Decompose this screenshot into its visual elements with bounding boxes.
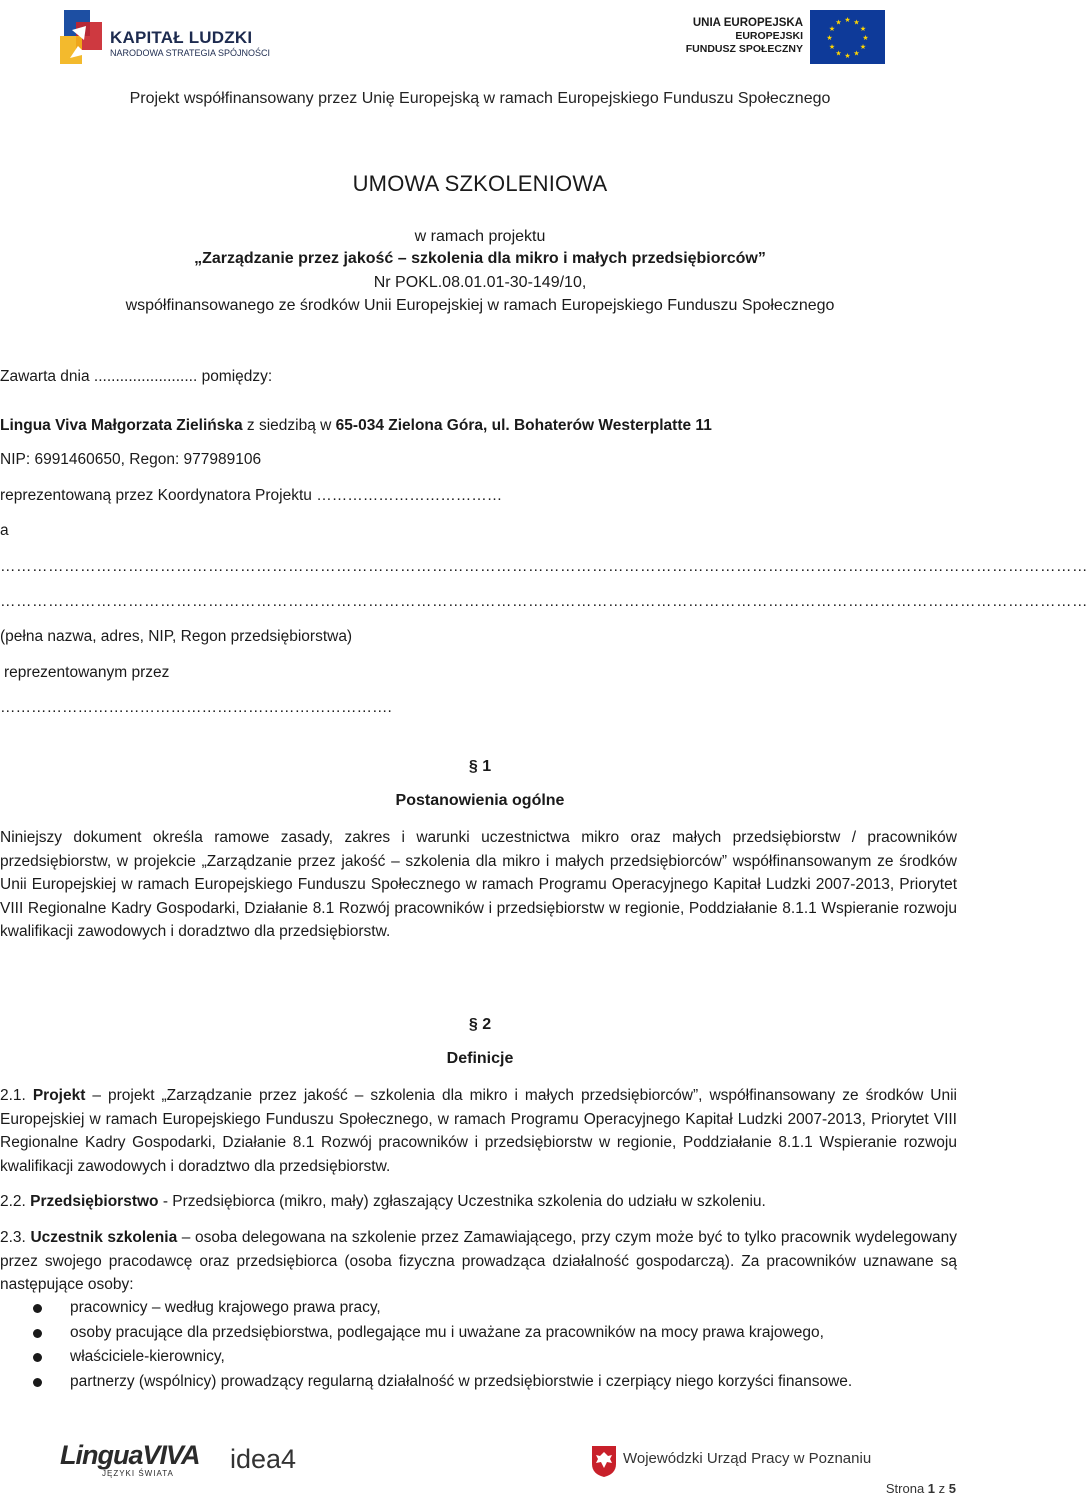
kapital-ludzki-subtitle: NARODOWA STRATEGIA SPÓJNOŚCI xyxy=(110,48,271,58)
concluded-line: Zawarta dnia ........................ pomiędzy: xyxy=(0,368,273,385)
eu-line2: EUROPEJSKI xyxy=(735,30,803,42)
lingua-viva-wordmark xyxy=(60,1440,200,1471)
represented-by: reprezentowanym przez xyxy=(4,664,170,681)
lingua-viva-tagline: JĘZYKI ŚWIATA xyxy=(102,1469,174,1478)
svg-text:★: ★ xyxy=(853,49,860,58)
page-number xyxy=(886,1481,956,1496)
list-item-text: pracownicy – według krajowego prawa pracy, xyxy=(70,1299,381,1316)
definition-2-3-number: 2.3. xyxy=(0,1229,31,1246)
svg-text:★: ★ xyxy=(828,25,836,33)
definition-2-1 xyxy=(0,1084,957,1178)
svg-text:★: ★ xyxy=(853,18,860,27)
list-item xyxy=(0,1321,957,1346)
definition-2-2 xyxy=(0,1190,957,1214)
project-name: „Zarządzanie przez jakość – szkolenia dla mikro i małych przedsiębiorców” xyxy=(194,250,766,267)
definition-2-3-term: Uczestnik szkolenia xyxy=(30,1229,178,1246)
lingua-word: Lingua xyxy=(60,1440,143,1470)
list-item xyxy=(0,1296,957,1321)
and-word: a xyxy=(0,522,9,539)
definition-2-1-text: – projekt „Zarządzanie przez jakość – szkolenia dla mikro i małych przedsiębiorców”, współfinansowany ze środków Unii Europejskiej w ramach Europejskiego Funduszu Społecznego, w ramach Programu Operacyjnego Kapitał Ludzki 2007-2013, Priorytet VIII Regionalne Kadry Gospodarki, Działanie 8.1 Rozwój pracowników i przedsiębiorstw w regionie, Poddziałanie 8.1.1 Wspieranie rozwoju kwalifikacji zawodowych i doradztwo dla przedsiębiorstw. xyxy=(0,1087,957,1175)
svg-text:★: ★ xyxy=(835,18,842,27)
project-cofinance: współfinansowanego ze środków Unii Europejskiej w ramach Europejskiego Funduszu Społecznego xyxy=(125,297,835,314)
kapital-ludzki-logo xyxy=(56,6,271,70)
project-number: Nr POKL.08.01.01-30-149/10, xyxy=(373,274,587,291)
svg-text:★: ★ xyxy=(859,43,867,51)
wup-name: Wojewódzki Urząd Pracy w Poznaniu xyxy=(623,1450,872,1467)
section1-text: Niniejszy dokument określa ramowe zasady, zakres i warunki uczestnictwa mikro oraz małych przedsiębiorstw / pracowników przedsiębiorstw, w projekcie „Zarządzanie przez jakość – szkolenia dla mikro i małych przedsiębiorców” współfinansowanym ze środków Unii Europejskiej w ramach Europejskiego Funduszu Społecznego w ramach Programu Operacyjnego Kapitał Ludzki 2007-2013, Priorytet VIII Regionalne Kadry Gospodarki, Działanie 8.1 Rozwój pracowników i przedsiębiorstw w regionie, Poddziałanie 8.1.1 Wspieranie rozwoju kwalifikacji zawodowych i doradztwo dla przedsiębiorstw. xyxy=(0,829,957,940)
svg-text:★: ★ xyxy=(859,25,867,33)
kapital-ludzki-title: KAPITAŁ LUDZKI xyxy=(110,28,253,47)
page-total: 5 xyxy=(948,1481,956,1496)
page-current: 1 xyxy=(927,1481,936,1496)
definition-2-2-term: Przedsiębiorstwo xyxy=(30,1193,159,1210)
eagle-coat-of-arms-icon xyxy=(590,1444,618,1478)
company-address: 65-034 Zielona Góra, ul. Bohaterów Westerplatte 11 xyxy=(335,417,712,434)
bullet-icon xyxy=(33,1304,42,1313)
list-item-text: partnerzy (wspólnicy) prowadzący regularną działalność w przedsiębiorstwie i czerpiący niego korzyści finansowe. xyxy=(70,1372,853,1390)
lingua-viva-logo xyxy=(60,1440,200,1480)
definition-2-1-number: 2.1. xyxy=(0,1087,33,1104)
section2-symbol: § 2 xyxy=(468,1016,492,1033)
definition-2-3-text: – osoba delegowana na szkolenie przez Zamawiającego, przy czym może być to tylko pracownik wydelegowany przez swojego pracodawcę oraz przedsiębiorca (osoba fizyczna prowadząca działalność gospodarczą). Za pracowników uznawane są następujące osoby: xyxy=(0,1229,957,1293)
list-item xyxy=(0,1345,957,1370)
list-item-text: osoby pracujące dla przedsiębiorstwa, podlegające mu i uważane za pracowników na mocy prawa krajowego, xyxy=(70,1323,824,1341)
eu-line1: UNIA EUROPEJSKA xyxy=(692,17,803,29)
page-of: z xyxy=(935,1481,949,1496)
idea4-logo: idea4 xyxy=(230,1444,297,1474)
fill-line-1: …………………………………………………………………………………………………………………………………………………………………………………… xyxy=(0,558,1088,575)
section1-symbol: § 1 xyxy=(468,758,492,775)
project-intro: w ramach projektu xyxy=(414,228,546,245)
definition-2-1-term: Projekt xyxy=(32,1087,86,1104)
definition-2-3 xyxy=(0,1226,957,1297)
bullet-icon xyxy=(33,1329,42,1338)
company-line xyxy=(0,417,712,435)
svg-text:★: ★ xyxy=(844,16,851,24)
eu-line3: FUNDUSZ SPOŁECZNY xyxy=(685,43,803,55)
svg-text:★: ★ xyxy=(835,49,842,58)
svg-text:★: ★ xyxy=(844,52,851,60)
eu-logo-text xyxy=(686,16,803,56)
list-item-text: właściciele-kierownicy, xyxy=(70,1348,225,1365)
employee-list xyxy=(0,1296,957,1394)
fill-line-3: …………………………………………………………………. xyxy=(0,699,392,716)
nip-regon: NIP: 6991460650, Regon: 977989106 xyxy=(0,451,262,468)
cofinance-note: Projekt współfinansowany przez Unię Europejską w ramach Europejskiego Funduszu Społecznego xyxy=(129,90,831,107)
wup-logo xyxy=(590,1444,872,1480)
page-prefix: Strona xyxy=(885,1481,928,1496)
svg-text:★: ★ xyxy=(862,34,869,42)
kapital-ludzki-emblem-icon xyxy=(56,6,108,70)
svg-text:★: ★ xyxy=(828,43,836,51)
section1-title: Postanowienia ogólne xyxy=(395,792,565,809)
full-name-hint: (pełna nazwa, adres, NIP, Regon przedsiębiorstwa) xyxy=(0,628,353,645)
document-title: UMOWA SZKOLENIOWA xyxy=(352,171,608,196)
seat-text: z siedzibą w xyxy=(242,417,336,434)
section2-title: Definicje xyxy=(446,1050,514,1067)
list-item xyxy=(0,1370,957,1395)
eu-logo xyxy=(685,10,885,66)
eu-flag-icon xyxy=(810,10,885,64)
represented-line: reprezentowaną przez Koordynatora Projektu ……………………………… xyxy=(0,487,503,504)
fill-line-2: …………………………………………………………………………………………………………………………………………………………………………………… xyxy=(0,593,1088,610)
svg-text:★: ★ xyxy=(826,34,833,42)
viva-word: VIVA xyxy=(142,1440,200,1470)
bullet-icon xyxy=(33,1353,42,1362)
company-name: Lingua Viva Małgorzata Zielińska xyxy=(0,417,243,434)
definition-2-2-number: 2.2. xyxy=(0,1193,31,1210)
definition-2-2-text: - Przedsiębiorca (mikro, mały) zgłaszający Uczestnika szkolenia do udziału w szkoleniu. xyxy=(158,1193,766,1210)
bullet-icon xyxy=(33,1378,42,1387)
